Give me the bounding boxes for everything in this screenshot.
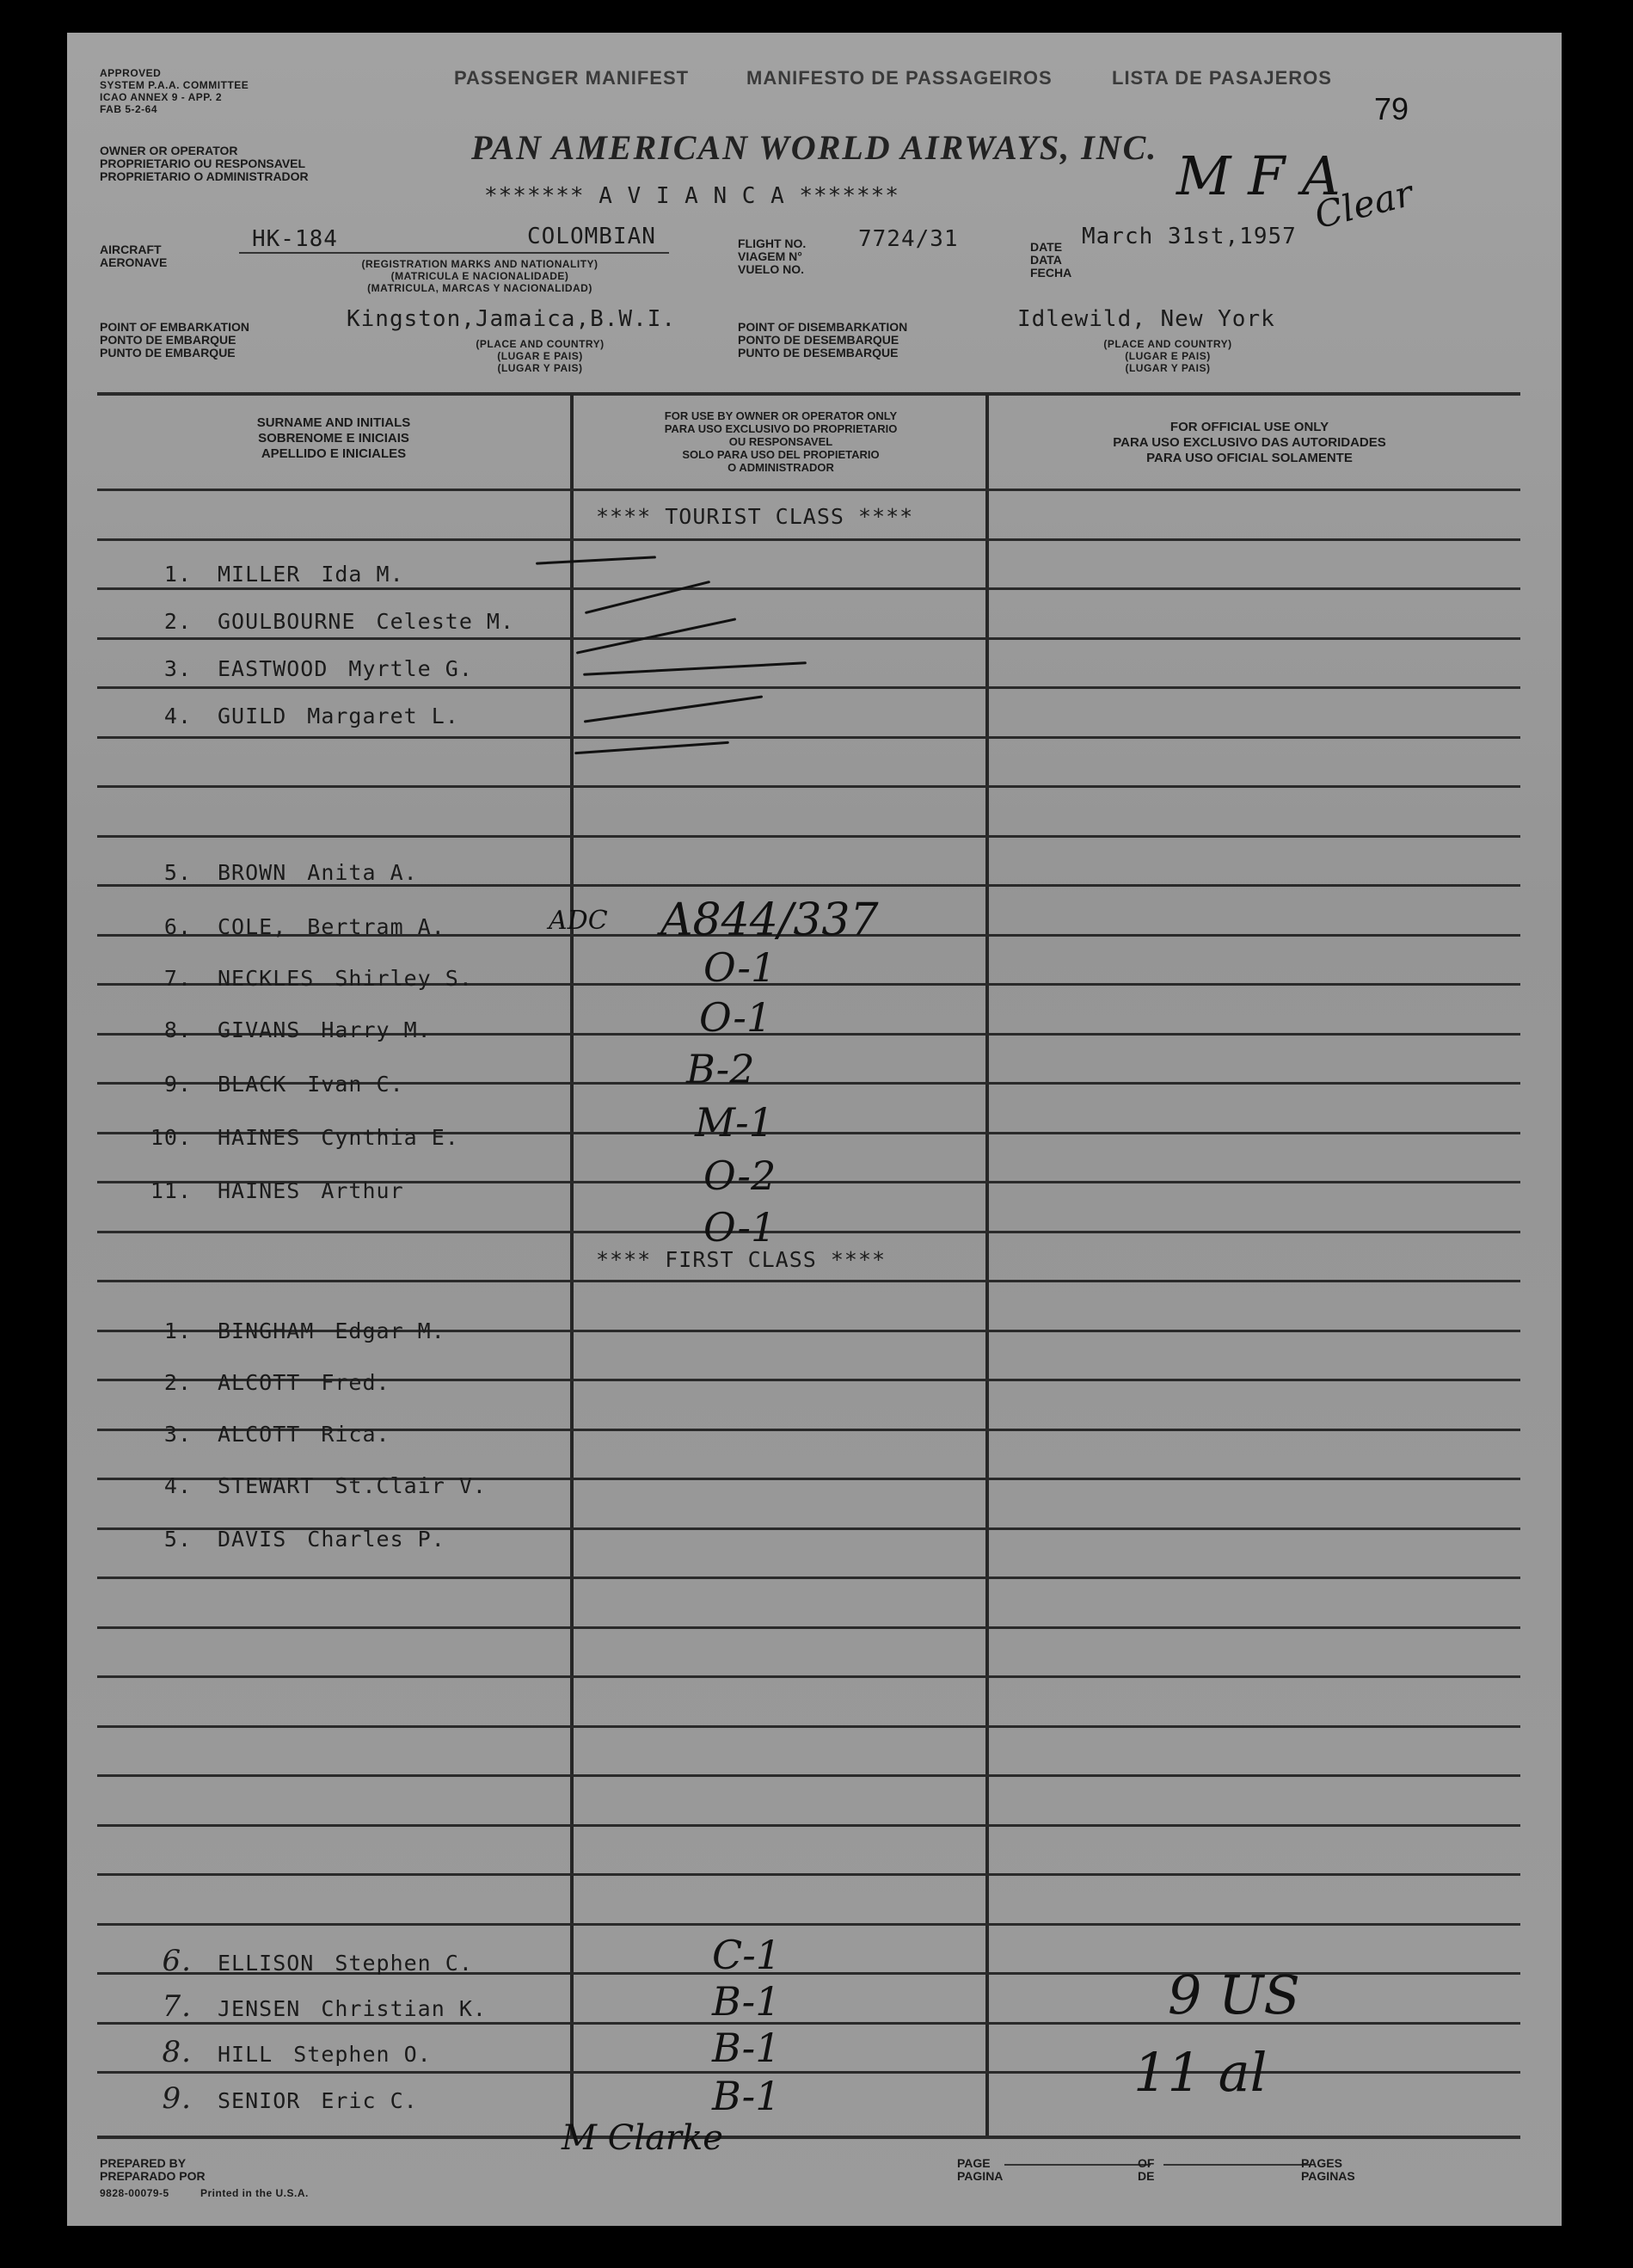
- page-label: [957, 2157, 1003, 2183]
- row-rule: [97, 489, 1520, 491]
- table-row: [114, 704, 459, 728]
- embark-place-note: [437, 338, 643, 374]
- approval-line: FAB 5-2-64: [100, 103, 158, 115]
- surname: ELLISON: [218, 1951, 315, 1976]
- table-row: [114, 1072, 404, 1097]
- date-label: [1030, 241, 1071, 280]
- manifest-sheet: [67, 33, 1562, 2226]
- row-rule: [97, 1280, 1520, 1282]
- table-row: [114, 609, 514, 634]
- owner-label-line: PROPRIETARIO O ADMINISTRADOR: [100, 169, 309, 183]
- row-rule: [97, 538, 1520, 541]
- surname: JENSEN: [218, 1996, 301, 2021]
- visa-note: C-1: [712, 1932, 782, 1978]
- place-note-line: (PLACE AND COUNTRY): [1103, 338, 1232, 350]
- table-row: [114, 1473, 487, 1498]
- given-names: Eric C.: [321, 2088, 418, 2113]
- table-row: [114, 1125, 459, 1150]
- table-row: [114, 1527, 445, 1552]
- registration-note-line: (MATRICULA E NACIONALIDADE): [390, 270, 569, 282]
- given-names: Stephen O.: [293, 2042, 432, 2067]
- owner-label-line: PROPRIETARIO OU RESPONSAVEL: [100, 157, 306, 170]
- table-row: [114, 966, 473, 991]
- row-number: 2.: [163, 1370, 192, 1395]
- row-rule: [97, 1873, 1520, 1876]
- flight-label: [738, 237, 806, 276]
- surname: GIVANS: [218, 1017, 301, 1042]
- row-number: 4.: [163, 704, 192, 728]
- approval-block: [100, 67, 249, 115]
- surname: BLACK: [218, 1072, 287, 1097]
- given-names: Edgar M.: [335, 1318, 445, 1343]
- tally-us: 9 US: [1168, 1964, 1300, 2026]
- given-names: Fred.: [321, 1370, 390, 1395]
- aircraft-label: [100, 243, 167, 269]
- disembark-value: Idlewild, New York: [1017, 306, 1275, 332]
- visa-note: O-1: [699, 994, 772, 1041]
- surname: STEWART: [218, 1473, 315, 1498]
- row-number: 9.: [163, 1072, 192, 1097]
- row-rule: [97, 1675, 1520, 1678]
- given-names: Arthur: [321, 1178, 404, 1203]
- tourist-class-heading: **** TOURIST CLASS ****: [596, 504, 914, 529]
- given-names: Myrtle G.: [348, 656, 473, 681]
- title-es: LISTA DE PASAJEROS: [1112, 67, 1332, 89]
- aircraft-underline: [239, 252, 669, 254]
- approval-line: ICAO ANNEX 9 - APP. 2: [100, 91, 223, 103]
- row-rule: [97, 686, 1520, 689]
- surname: MILLER: [218, 562, 301, 587]
- visa-note: O-1: [703, 944, 777, 991]
- embark-label-line: PONTO DE EMBARQUE: [100, 333, 236, 347]
- table-row: [114, 1370, 390, 1395]
- visa-note: B-1: [712, 2025, 781, 2071]
- owner-label: [100, 144, 309, 183]
- column-header-line: PARA USO EXCLUSIVO DO PROPRIETARIO: [664, 422, 898, 435]
- table-row: [114, 1318, 445, 1343]
- row-rule: [97, 2071, 1520, 2074]
- embark-label-line: PUNTO DE EMBARQUE: [100, 346, 236, 360]
- page-label-line: PAGINA: [957, 2169, 1004, 2183]
- page-label-line: PAGE: [957, 2156, 991, 2170]
- given-names: Ida M.: [321, 562, 404, 587]
- title-pt: MANIFESTO DE PASSAGEIROS: [746, 67, 1053, 89]
- given-names: Anita A.: [307, 860, 418, 885]
- page-number: 79: [1374, 91, 1409, 126]
- flight-label-line: VIAGEM N°: [738, 249, 802, 263]
- surname: ALCOTT: [218, 1370, 301, 1395]
- surname: GUILD: [218, 704, 287, 728]
- row-number: 4.: [163, 1473, 192, 1498]
- visa-note: B-1: [712, 2073, 781, 2119]
- surname: COLE,: [218, 914, 287, 939]
- row-rule: [97, 1626, 1520, 1629]
- surname: HAINES: [218, 1178, 301, 1203]
- pages-label-line: PAGINAS: [1301, 2169, 1355, 2183]
- table-row: [114, 1178, 404, 1203]
- given-names: Ivan C.: [307, 1072, 404, 1097]
- given-names: Shirley S.: [335, 966, 473, 991]
- column-header-operator: [579, 409, 983, 474]
- row-number: 1.: [163, 562, 192, 587]
- given-names: Cynthia E.: [321, 1125, 459, 1150]
- row-number: 3.: [163, 1422, 192, 1447]
- given-names: Stephen C.: [335, 1951, 473, 1976]
- pages-label: [1301, 2157, 1355, 2183]
- disembark-label: [738, 321, 907, 360]
- row-number: 10.: [150, 1125, 192, 1150]
- approval-line: SYSTEM P.A.A. COMMITTEE: [100, 79, 249, 91]
- place-note-line: (LUGAR Y PAIS): [1125, 362, 1211, 374]
- visa-note: B-2: [686, 1046, 755, 1092]
- flight-value: 7724/31: [858, 226, 959, 252]
- row-number: 11.: [150, 1178, 192, 1203]
- form-code: 9828-00079-5: [100, 2187, 169, 2199]
- column-header-names: [119, 415, 549, 462]
- owner-label-line: OWNER OR OPERATOR: [100, 144, 238, 157]
- row-rule: [97, 1774, 1520, 1777]
- column-header-line: SURNAME AND INITIALS: [256, 415, 411, 430]
- disembark-label-line: POINT OF DISEMBARKATION: [738, 320, 908, 334]
- tally-alien: 11 al: [1133, 2041, 1268, 2104]
- pages-label-line: PAGES: [1301, 2156, 1342, 2170]
- date-label-line: DATE: [1030, 240, 1063, 254]
- flight-label-line: FLIGHT NO.: [738, 237, 807, 250]
- surname: NECKLES: [218, 966, 315, 991]
- table-row: [114, 914, 445, 939]
- row-number: 9.: [162, 2081, 192, 2116]
- row-number: 6.: [163, 914, 192, 939]
- disembark-label-line: PUNTO DE DESEMBARQUE: [738, 346, 899, 360]
- row-rule: [97, 1231, 1520, 1233]
- aircraft-label-line: AERONAVE: [100, 255, 168, 269]
- embark-label: [100, 321, 249, 360]
- given-names: Charles P.: [307, 1527, 445, 1552]
- registration-note: [295, 258, 665, 294]
- surname: ALCOTT: [218, 1422, 301, 1447]
- first-class-heading: **** FIRST CLASS ****: [596, 1247, 887, 1272]
- given-names: Margaret L.: [307, 704, 459, 728]
- registration-note-line: (MATRICULA, MARCAS Y NACIONALIDAD): [367, 282, 592, 294]
- place-note-line: (LUGAR Y PAIS): [497, 362, 583, 374]
- given-names: Harry M.: [321, 1017, 432, 1042]
- row-number: 6.: [162, 1944, 192, 1978]
- of-label-line: DE: [1138, 2169, 1155, 2183]
- row-number: 5.: [163, 1527, 192, 1552]
- approval-line: APPROVED: [100, 67, 162, 79]
- table-row: [114, 1989, 487, 2024]
- row-rule: [97, 736, 1520, 739]
- surname: BINGHAM: [218, 1318, 315, 1343]
- airline-name: PAN AMERICAN WORLD AIRWAYS, INC.: [471, 128, 1158, 167]
- surname: GOULBOURNE: [218, 609, 356, 634]
- disembark-label-line: PONTO DE DESEMBARQUE: [738, 333, 899, 347]
- row-number: 8.: [162, 2035, 192, 2069]
- date-label-line: DATA: [1030, 253, 1062, 267]
- embark-value: Kingston,Jamaica,B.W.I.: [347, 306, 677, 332]
- given-names: Christian K.: [321, 1996, 487, 2021]
- place-note-line: (LUGAR E PAIS): [1125, 350, 1211, 362]
- table-row: [114, 656, 473, 681]
- surname: BROWN: [218, 860, 287, 885]
- of-underline: [1163, 2164, 1310, 2166]
- row-rule: [97, 1923, 1520, 1926]
- check-stroke: [574, 741, 729, 755]
- title-en: PASSENGER MANIFEST: [454, 67, 690, 89]
- surname: EASTWOOD: [218, 656, 328, 681]
- given-names: Rica.: [321, 1422, 390, 1447]
- table-top-rule: [97, 392, 1520, 396]
- prepared-label-line: PREPARADO POR: [100, 2169, 206, 2183]
- of-label-line: OF: [1138, 2156, 1155, 2170]
- table-row: [114, 2081, 418, 2116]
- column-header-line: PARA USO OFICIAL SOLAMENTE: [1146, 451, 1353, 465]
- surname: HAINES: [218, 1125, 301, 1150]
- visa-note: A844/337: [660, 894, 879, 946]
- column-header-line: SOLO PARA USO DEL PROPIETARIO: [682, 448, 880, 461]
- row-number: 1.: [163, 1318, 192, 1343]
- visa-note: O-1: [703, 1204, 777, 1251]
- row-number: 7.: [162, 1989, 192, 2024]
- surname: SENIOR: [218, 2088, 301, 2113]
- row-rule: [97, 637, 1520, 640]
- row-rule: [97, 1725, 1520, 1728]
- row-rule: [97, 785, 1520, 788]
- check-stroke: [583, 661, 807, 676]
- flight-label-line: VUELO NO.: [738, 262, 805, 276]
- row-rule: [97, 1577, 1520, 1579]
- aircraft-value: HK-184: [252, 226, 338, 252]
- column-header-line: OU RESPONSAVEL: [728, 435, 833, 448]
- prepared-label: [100, 2157, 206, 2183]
- visa-note: O-2: [703, 1152, 777, 1199]
- of-label: [1138, 2157, 1154, 2183]
- check-stroke: [536, 556, 656, 564]
- table-row: [114, 562, 404, 587]
- column-header-line: FOR USE BY OWNER OR OPERATOR ONLY: [664, 409, 898, 422]
- visa-note: M-1: [695, 1099, 774, 1146]
- disembark-place-note: [1065, 338, 1271, 374]
- place-note-line: (PLACE AND COUNTRY): [476, 338, 605, 350]
- table-row: [114, 2035, 432, 2069]
- printed-note: Printed in the U.S.A.: [200, 2187, 309, 2199]
- given-names: Bertram A.: [307, 914, 445, 939]
- row-rule: [97, 587, 1520, 590]
- row-rule: [97, 835, 1520, 838]
- given-names: St.Clair V.: [335, 1473, 487, 1498]
- table-row: [114, 1422, 390, 1447]
- place-note-line: (LUGAR E PAIS): [497, 350, 583, 362]
- check-stroke: [585, 581, 710, 614]
- date-value: March 31st,1957: [1082, 224, 1297, 249]
- handwritten-initials: M F A: [1176, 144, 1341, 207]
- row-number: 2.: [163, 609, 192, 634]
- given-names: Celeste M.: [376, 609, 515, 634]
- row-rule: [97, 1824, 1520, 1827]
- row-number: 8.: [163, 1017, 192, 1042]
- signature: M Clarke: [562, 2118, 723, 2158]
- prepared-label-line: PREPARED BY: [100, 2156, 187, 2170]
- column-header-line: O ADMINISTRADOR: [727, 461, 834, 474]
- column-header-line: SOBRENOME E INICIAIS: [258, 431, 409, 446]
- table-bottom-rule: [97, 2136, 1520, 2139]
- table-row: [114, 1017, 432, 1042]
- note-prefix: ADC: [549, 906, 608, 936]
- nationality-value: COLOMBIAN: [527, 224, 656, 249]
- operator-name: ******* A V I A N C A *******: [484, 183, 899, 209]
- column-header-line: PARA USO EXCLUSIVO DAS AUTORIDADES: [1113, 435, 1386, 450]
- visa-note: B-1: [712, 1978, 781, 2025]
- row-number: 7.: [163, 966, 192, 991]
- embark-label-line: POINT OF EMBARKATION: [100, 320, 249, 334]
- column-header-line: FOR OFFICIAL USE ONLY: [1169, 420, 1329, 434]
- row-number: 3.: [163, 656, 192, 681]
- aircraft-label-line: AIRCRAFT: [100, 243, 162, 256]
- page-underline: [1004, 2164, 1151, 2166]
- surname: DAVIS: [218, 1527, 287, 1552]
- check-stroke: [576, 618, 736, 654]
- row-number: 5.: [163, 860, 192, 885]
- table-row: [114, 1944, 473, 1978]
- check-stroke: [584, 695, 763, 722]
- table-row: [114, 860, 418, 885]
- registration-note-line: (REGISTRATION MARKS AND NATIONALITY): [361, 258, 599, 270]
- column-header-official: [991, 420, 1507, 466]
- date-label-line: FECHA: [1030, 266, 1072, 280]
- column-header-line: APELLIDO E INICIALES: [261, 446, 407, 461]
- handwritten-clear: Clear: [1310, 171, 1417, 237]
- surname: HILL: [218, 2042, 273, 2067]
